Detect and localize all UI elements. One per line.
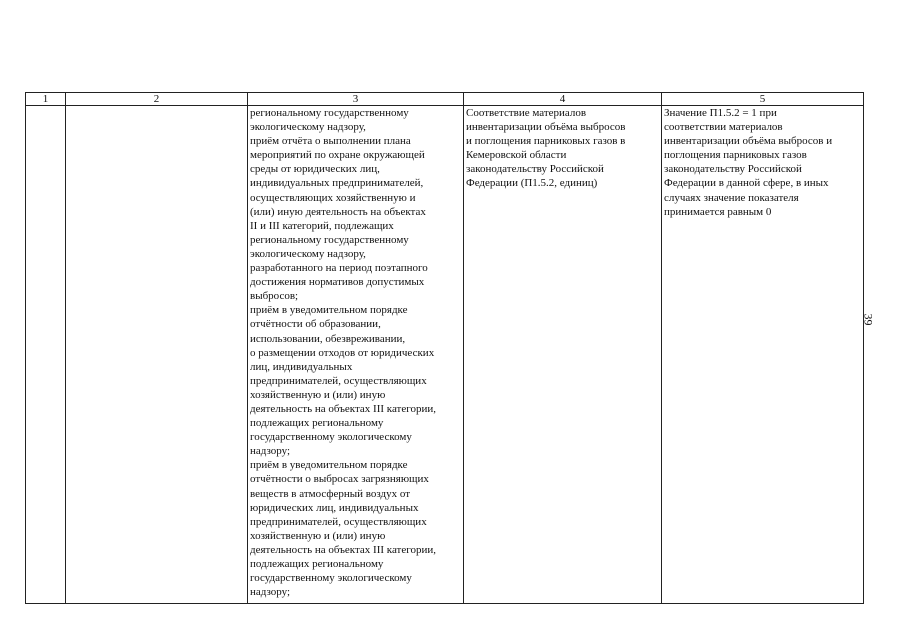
- cell-text-line: экологическому надзору,: [250, 247, 366, 260]
- cell-text-line: деятельность на объектах III категории,: [250, 543, 437, 556]
- cell-text-line: предпринимателей, осуществляющих: [250, 515, 427, 528]
- cell-col-4: [464, 106, 662, 604]
- cell-text-line: приём в уведомительном порядке: [250, 304, 408, 317]
- header-col-5: 5: [662, 93, 864, 106]
- cell-text-line: достижения нормативов допустимых: [250, 276, 425, 289]
- cell-text-line: II и III категорий, подлежащих: [250, 219, 394, 232]
- header-col-4: 4: [464, 93, 662, 106]
- cell-text-line: государственному экологическому: [250, 572, 412, 585]
- cell-text-line: Федерации (П1.5.2, единиц): [466, 177, 598, 190]
- cell-text-line: Федерации в данной сфере, в иных: [664, 177, 829, 190]
- header-col-2: 2: [66, 93, 248, 106]
- cell-text-line: надзору;: [250, 586, 291, 599]
- page-number: 39: [861, 313, 876, 326]
- cell-text-line: законодательству Российской: [664, 163, 802, 176]
- cell-text-line: подлежащих региональному: [250, 417, 384, 430]
- table-row: [26, 106, 864, 604]
- cell-text-line: разработанного на период поэтапного: [250, 262, 428, 275]
- cell-text-line: юридических лиц, индивидуальных: [250, 501, 419, 514]
- cell-text-line: принимается равным 0: [664, 205, 772, 218]
- cell-text-line: выбросов;: [250, 290, 299, 303]
- cell-text-line: региональному государственному: [250, 107, 409, 119]
- cell-text-line: среды от юридических лиц,: [250, 163, 380, 176]
- cell-col-2: [66, 106, 248, 604]
- cell-text-line: осуществляющих хозяйственную и: [250, 191, 416, 204]
- cell-text-line: инвентаризации объёма выбросов и: [664, 135, 833, 148]
- cell-text-line: предпринимателей, осуществляющих: [250, 374, 427, 387]
- document-table: [25, 92, 864, 604]
- cell-text-line: о размещении отходов от юридических: [250, 346, 435, 359]
- cell-text-line: подлежащих региональному: [250, 558, 384, 570]
- cell-text-line: (или) иную деятельность на объектах: [250, 205, 426, 218]
- cell-text-line: лиц, индивидуальных: [250, 360, 353, 373]
- cell-text-line: экологическому надзору,: [250, 121, 366, 134]
- header-col-3: 3: [248, 93, 464, 106]
- cell-col-3: [248, 106, 464, 604]
- cell-text-line: Значение П1.5.2 = 1 при: [664, 107, 777, 119]
- cell-text-line: отчётности об образовании,: [250, 318, 381, 331]
- cell-text-line: поглощения парниковых газов: [664, 149, 807, 162]
- cell-text-line: хозяйственную и (или) иную: [250, 529, 386, 542]
- cell-text-line: случаях значение показателя: [664, 191, 799, 204]
- cell-text-line: инвентаризации объёма выбросов: [466, 121, 626, 134]
- cell-text-line: региональному государственному: [250, 233, 409, 246]
- cell-text-line: отчётности о выбросах загрязняющих: [250, 473, 429, 486]
- cell-text-line: законодательству Российской: [466, 163, 604, 176]
- cell-text-line: Кемеровской области: [466, 149, 567, 162]
- cell-text-line: приём в уведомительном порядке: [250, 459, 408, 472]
- cell-text-line: использовании, обезвреживании,: [250, 332, 406, 345]
- cell-text-line: и поглощения парниковых газов в: [466, 135, 626, 148]
- cell-text-line: деятельность на объектах III категории,: [250, 402, 437, 415]
- cell-text-line: мероприятий по охране окружающей: [250, 149, 425, 162]
- cell-text-line: Соответствие материалов: [466, 107, 587, 119]
- cell-text-line: приём отчёта о выполнении плана: [250, 135, 411, 148]
- cell-text-line: индивидуальных предпринимателей,: [250, 177, 424, 190]
- cell-text-line: хозяйственную и (или) иную: [250, 388, 386, 401]
- cell-text-line: соответствии материалов: [664, 121, 783, 134]
- cell-text-line: веществ в атмосферный воздух от: [250, 487, 411, 500]
- cell-text-line: государственному экологическому: [250, 431, 412, 444]
- table-header-row: [26, 93, 864, 106]
- cell-text-line: надзору;: [250, 445, 291, 458]
- cell-col-1: [26, 106, 66, 604]
- header-col-1: 1: [26, 93, 66, 106]
- cell-col-5: [662, 106, 864, 604]
